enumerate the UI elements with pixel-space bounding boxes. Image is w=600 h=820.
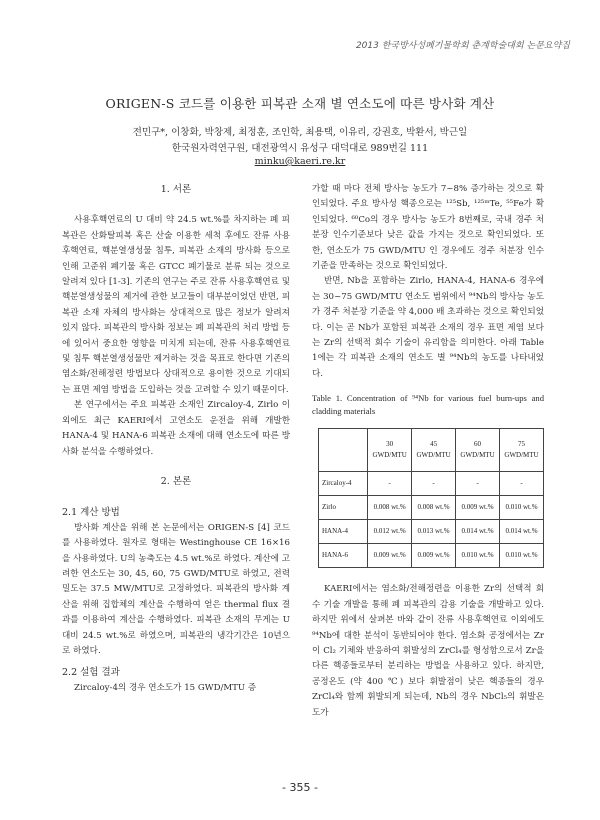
table-row-header: HANA-4 (319, 520, 368, 544)
table-header-row (319, 429, 544, 472)
table-row (319, 544, 544, 568)
table-cell: - (368, 472, 412, 496)
intro-paragraph-1: 사용후핵연료의 U 대비 약 24.5 wt.%를 차지하는 폐 피복관은 산화탈피복 혹은 산술 이용한 세척 후에도 잔류 사용후핵연료, 핵분열생성물 침투, 피복관 소재의 방사화 등으로 인해 고준위 폐기물 혹은 GTCC 폐기물로 분류 되는 것으로 알려져 있다 [1-3]. 기존의 연구는 주로 잔류 사용후핵연료 및 핵분열생성물의 제거에 관한 보고들이 대부분이었던 반면, 피복관 소재 자체의 방사화는 상대적으로 많은 정보가 알려져 있지 않다. 피복관의 방사화 정보는 폐 피복관의 처리 방법 등에 있어서 중요한 영향을 미치게 되는데, 잔류 사용후핵연료 및 침투 핵분열생성물만 제거하는 것을 목표로 한다면 기존의 염소화/전해정련 방법보다 상대적으로 용이한 것으로 기대되는 표면 제염 방법을 도입하는 것을 고려할 수 있기 때문이다. (62, 215, 290, 395)
table-cell: - (500, 472, 544, 496)
table-cell: 0.010 wt.% (456, 544, 500, 568)
table-row-header: Zircaloy-4 (319, 472, 368, 496)
table-col-header: 45 GWD/MTU (412, 429, 456, 472)
method-paragraph: 방사화 계산을 위해 본 논문에서는 ORIGEN-S [4] 코드를 사용하였다. 원자로 형태는 Westinghouse CE 16×16을 사용하였다. U의 농축도는 4.5 wt.%로 하였다. 계산에 고려한 연소도는 30, 45, 60, 75 GWD/MTU로 하였고, 전력밀도는 37.5 MW/MTU로 고정하였다. 피복관의 방사화 계산을 위해 집합체의 계산을 수행하여 얻은 thermal flux 결과를 이용하여 계산을 수행하였다. 피복관 소재의 무게는 U 대비 24.5 wt.%로 하였으며, 피복관의 냉각기간은 10년으로 하였다. (62, 522, 290, 656)
author-email: minku@kaeri.re.kr (254, 156, 346, 167)
left-column (62, 182, 290, 696)
table-cell: 0.014 wt.% (500, 520, 544, 544)
right-paragraph-3: KAERI에서는 염소화/전해정련을 이용한 Zr의 선택적 회수 기술 개발을 통해 폐 피복관의 감용 기술을 개발하고 있다. 하지만 위에서 살펴본 바와 같이 잔류 사용후핵연료 이외에도 ⁹⁴Nb에 대한 분석이 동반되어야 한다. 염소화 공정에서는 Zr이 Cl₂ 기체와 반응하여 휘발성의 ZrCl₄를 형성함으로서 Zr을 다른 핵종들로부터 분리하는 방법을 사용하고 있다. 하지만, 공정온도 (약 400 ℃) 보다 휘발점이 낮은 핵종들의 경우 ZrCl₄와 함께 휘발되게 되는데, Nb의 경우 NbCl₅의 휘발온도가 (312, 584, 544, 718)
right-paragraph-2: 반면, Nb을 포함하는 Zirlo, HANA-4, HANA-6 경우에는 30~75 GWD/MTU 연소도 범위에서 ⁹⁴Nb의 방사능 농도가 경주 처분장 기준을 약 4,000 배 초과하는 것으로 확인되었다. 이는 곧 Nb가 포함된 피복관 소재의 경우 표면 제염 보다는 Zr의 선택적 회수 기술이 유리함을 의미한다. 아래 Table 1에는 각 피복관 소재의 연소도 별 ⁹⁴Nb의 농도를 나타내었다. (312, 276, 544, 379)
table-corner-cell (319, 429, 368, 472)
method-heading: 2.1 계산 방법 (62, 507, 120, 519)
body-heading: 2. 본론 (160, 475, 192, 487)
paper-title: ORIGEN-S 코드를 이용한 피복관 소재 별 연소도에 따른 방사화 계산 (105, 96, 495, 111)
table-row (319, 472, 544, 496)
result-heading: 2.2 설험 결과 (62, 667, 120, 679)
table-cell: 0.008 wt.% (412, 496, 456, 520)
table-cell: 0.009 wt.% (412, 544, 456, 568)
intro-heading: 1. 서론 (160, 184, 192, 195)
table-cell: - (456, 472, 500, 496)
author-list: 전민구*, 이창화, 박창제, 최정훈, 조인학, 최용택, 이유리, 강권호, 박환서, 박근일 (132, 127, 468, 138)
journal-header: 2013 한국방사성폐기물학회 춘계학술대회 논문요약집 (355, 41, 570, 51)
right-column (312, 182, 544, 721)
result-paragraph: Zircaloy-4의 경우 연소도가 15 GWD/MTU 증 (74, 682, 257, 693)
table-cell: 0.009 wt.% (368, 544, 412, 568)
page-number: - 355 - (282, 781, 318, 794)
table-cell: 0.013 wt.% (412, 520, 456, 544)
table-col-header: 30 GWD/MTU (368, 429, 412, 472)
table-row (319, 520, 544, 544)
table-cell: 0.010 wt.% (500, 496, 544, 520)
affiliation: 한국원자력연구원, 대전광역시 유성구 대덕대로 989번길 111 (171, 143, 429, 154)
table-col-header: 75 GWD/MTU (500, 429, 544, 472)
table-cell: 0.014 wt.% (456, 520, 500, 544)
table-row (319, 496, 544, 520)
table-col-header: 60 GWD/MTU (456, 429, 500, 472)
table-caption: Table 1. Concentration of ⁹⁴Nb for various fuel burn-ups and cladding materials (312, 393, 544, 417)
table-cell: - (412, 472, 456, 496)
table-cell: 0.010 wt.% (500, 544, 544, 568)
table-cell: 0.009 wt.% (456, 496, 500, 520)
table-row-header: Zirlo (319, 496, 368, 520)
table-cell: 0.008 wt.% (368, 496, 412, 520)
nb94-table (318, 428, 544, 568)
table-row-header: HANA-6 (319, 544, 368, 568)
intro-paragraph-2: 본 연구에서는 주요 피복관 소재인 Zircaloy-4, Zirlo 이외에도 최근 KAERI에서 고연소도 운전을 위해 개발한 HANA-4 및 HANA-6 피복관 소재에 대해 연소도에 따른 방사화 분석을 수행하였다. (62, 400, 290, 457)
right-paragraph-1: 가할 때 마다 전체 방사능 농도가 7~8% 증가하는 것으로 확인되었다. 주요 방사성 핵종으로는 ¹²⁵Sb, ¹²⁵ᵐTe, ⁵⁵Fe가 확인되었다. ⁶⁰Co의 경우 방사능 농도가 8번째로, 국내 경주 처분장 인수기준보다 낮은 값을 가지는 것으로 확인되었다. 또한, 연소도가 75 GWD/MTU 인 경우에도 경주 처분장 인수기준을 만족하는 것으로 확인되었다. (312, 184, 544, 272)
table-cell: 0.012 wt.% (368, 520, 412, 544)
